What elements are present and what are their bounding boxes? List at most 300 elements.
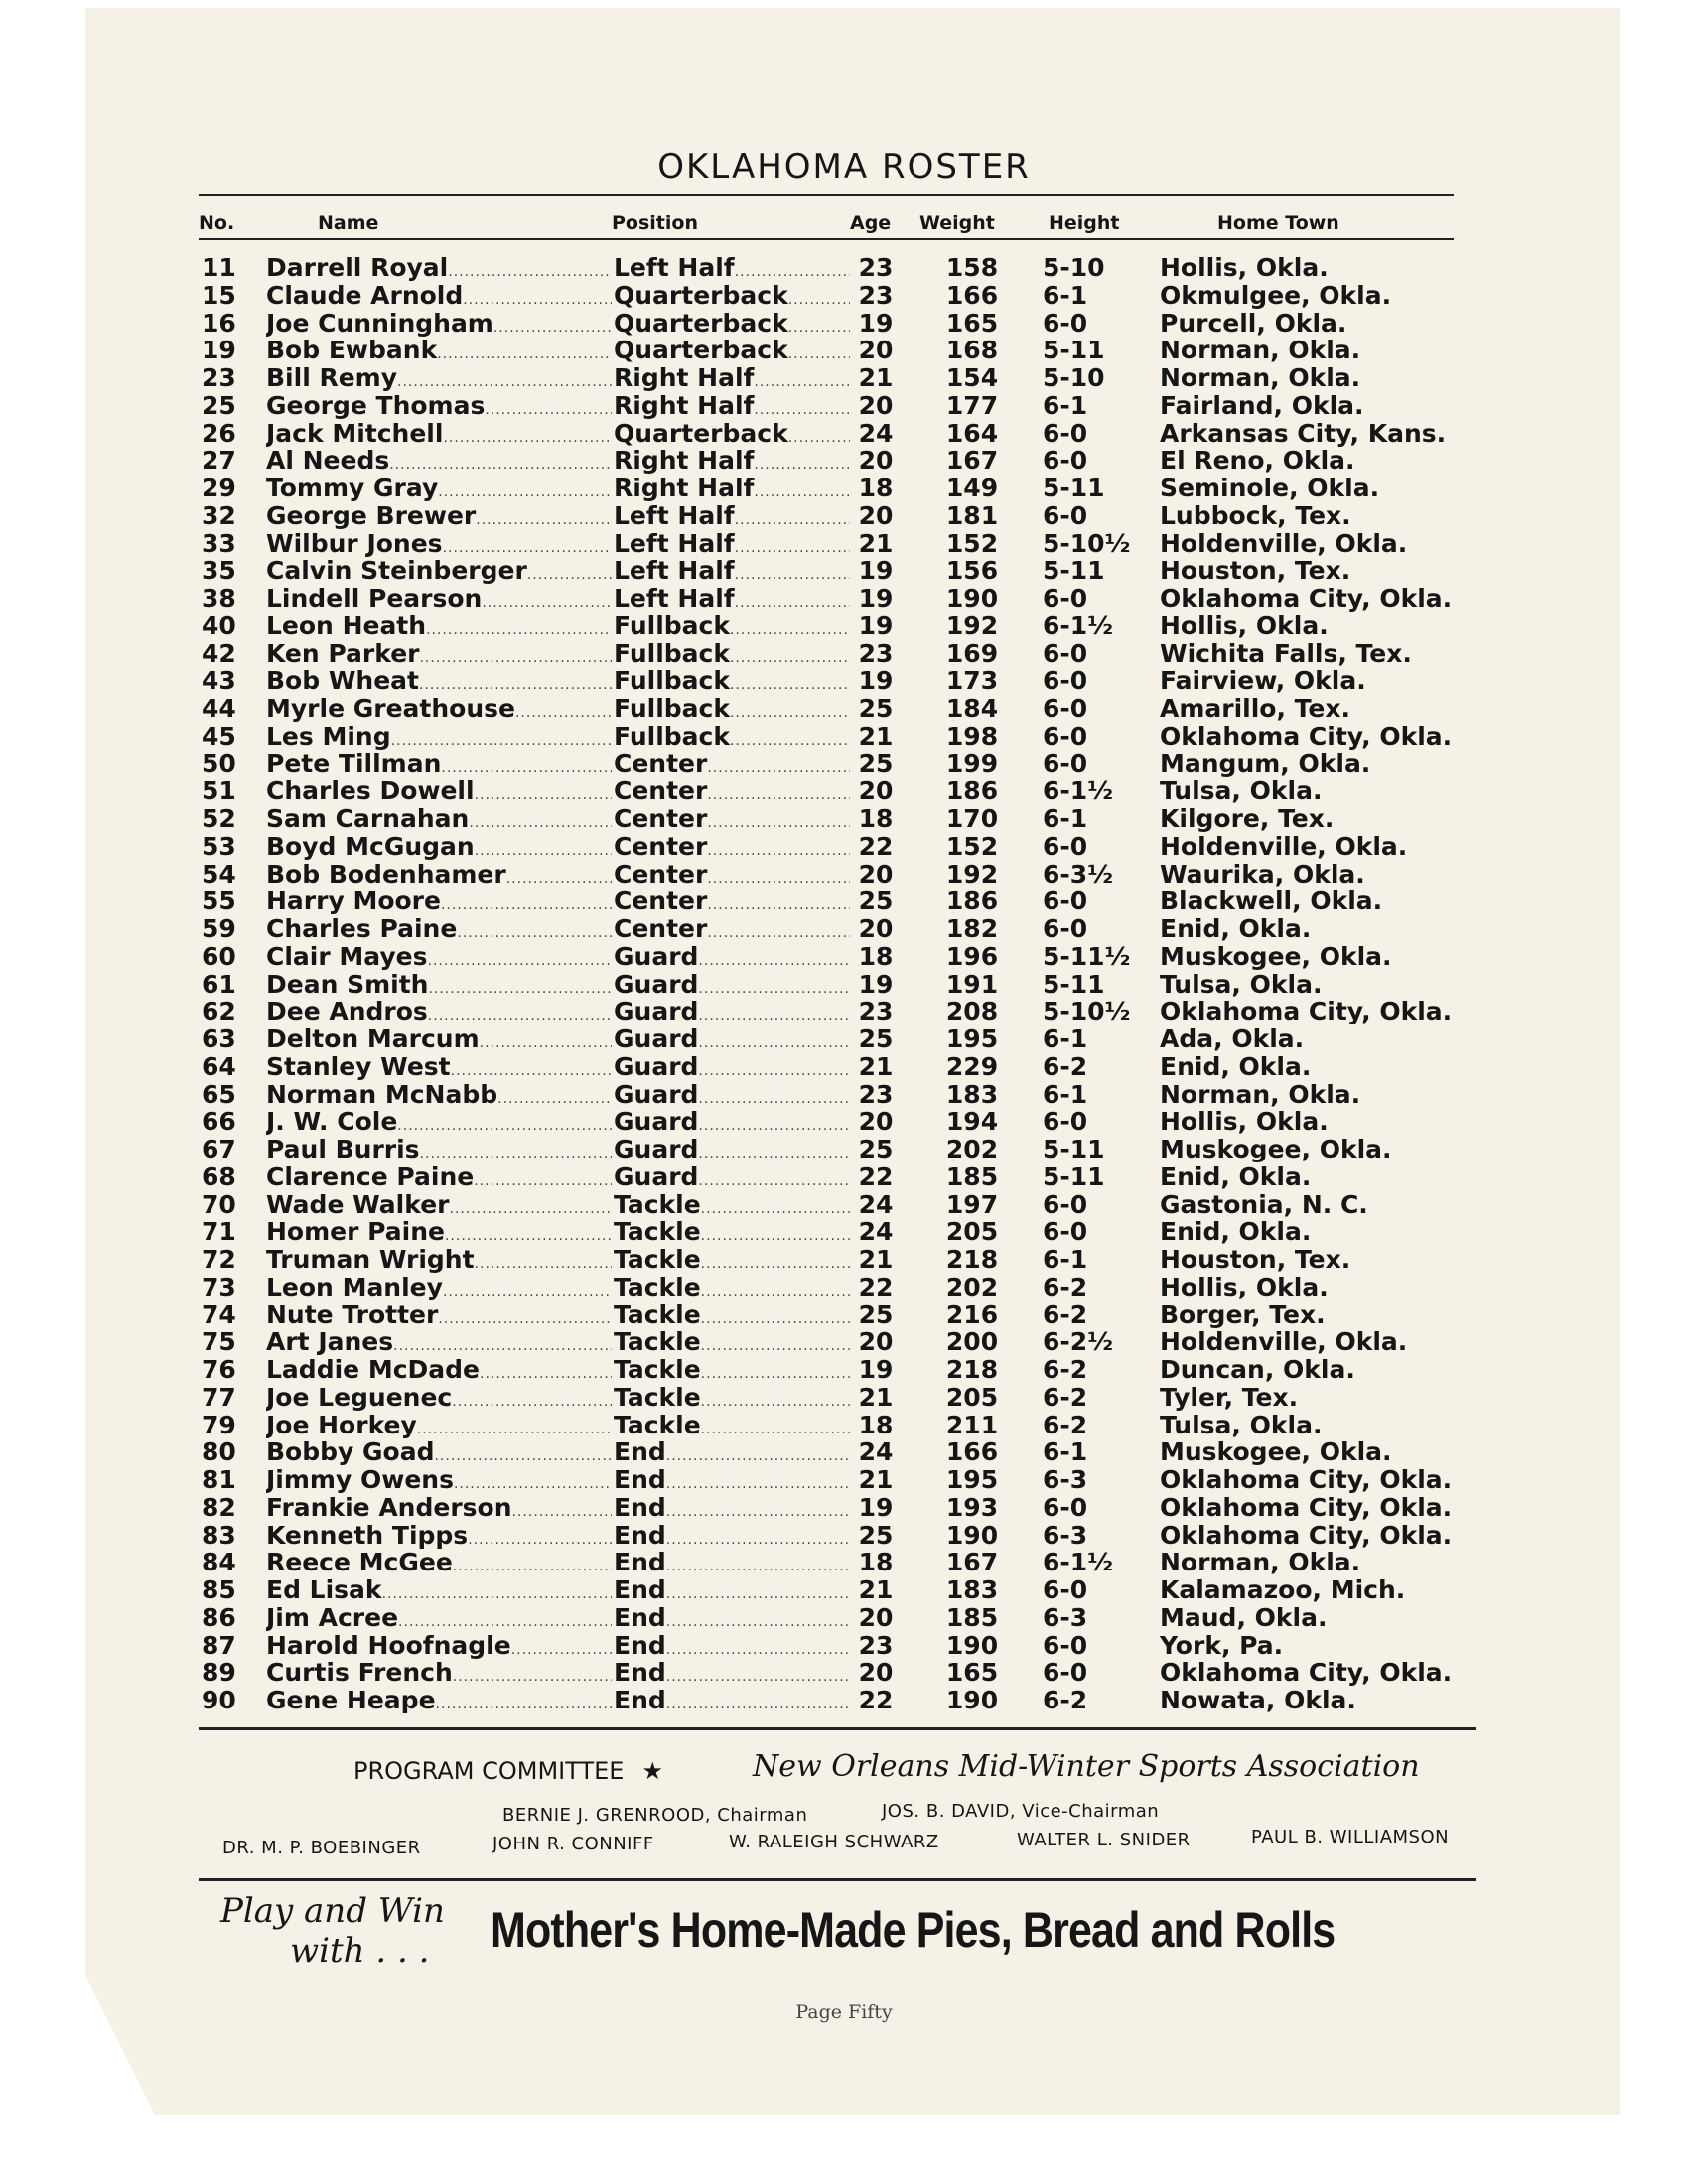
cell-wt: 149 — [945, 474, 999, 502]
header-name: Name — [318, 212, 379, 234]
cell-age: 24 — [858, 1217, 894, 1247]
cell-ht: 5-11 — [1043, 1161, 1105, 1191]
cell-ht: 6-2 — [1043, 1355, 1088, 1384]
cell-town: Oklahoma City, Okla. — [1160, 1465, 1453, 1494]
cell-age: 25 — [858, 887, 894, 916]
table-row — [0, 585, 1688, 613]
committee-member: DR. M. P. BOEBINGER — [222, 1838, 421, 1858]
cell-town: Oklahoma City, Okla. — [1160, 997, 1453, 1026]
cell-town: Hollis, Okla. — [1160, 253, 1329, 282]
cell-no: 61 — [202, 969, 236, 999]
cell-ht: 6-2 — [1043, 1272, 1088, 1301]
cell-ht: 5-10 — [1043, 253, 1105, 282]
cell-ht: 6-1½ — [1043, 611, 1114, 640]
committee-member: PAUL B. WILLIAMSON — [1251, 1827, 1450, 1847]
cell-ht: 6-2 — [1043, 1299, 1088, 1329]
cell-ht: 6-0 — [1043, 831, 1088, 861]
cell-name: Pete Tillman ..... — [266, 751, 612, 783]
committee-label: PROGRAM COMMITTEE — [353, 1757, 625, 1785]
cell-ht: 6-2½ — [1043, 1327, 1114, 1357]
cell-no: 68 — [202, 1161, 236, 1191]
cell-age: 19 — [858, 666, 894, 696]
table-row — [0, 777, 1688, 805]
cell-name: Wilbur Jones ..... — [266, 530, 612, 563]
cell-no: 40 — [202, 611, 236, 640]
cell-wt: 186 — [945, 887, 999, 916]
cell-wt: 169 — [945, 638, 999, 668]
cell-pos: Center ..... — [614, 861, 850, 893]
table-row — [0, 310, 1688, 338]
cell-no: 63 — [202, 1024, 236, 1053]
cell-town: Oklahoma City, Okla. — [1160, 1492, 1453, 1522]
cell-town: Oklahoma City, Okla. — [1160, 1658, 1453, 1688]
cell-wt: 166 — [945, 1437, 999, 1467]
cell-age: 19 — [858, 1355, 894, 1384]
cell-name: Bob Bodenhamer ..... — [266, 861, 612, 893]
cell-ht: 5-11½ — [1043, 941, 1131, 971]
cell-town: Holdenville, Okla. — [1160, 1327, 1408, 1357]
cell-wt: 197 — [945, 1189, 999, 1219]
ad-tagline-line1: Play and Win — [220, 1891, 445, 1931]
cell-no: 23 — [202, 363, 236, 392]
cell-pos: Guard ..... — [614, 943, 850, 976]
cell-pos: Tackle ..... — [614, 1412, 850, 1444]
cell-ht: 6-1 — [1043, 1079, 1088, 1109]
cell-no: 59 — [202, 914, 236, 943]
cell-age: 23 — [858, 638, 894, 668]
cell-pos: Guard ..... — [614, 1108, 850, 1141]
cell-age: 22 — [858, 831, 894, 861]
cell-no: 42 — [202, 638, 236, 668]
cell-name: Jim Acree ..... — [266, 1604, 612, 1637]
cell-wt: 164 — [945, 418, 999, 448]
cell-town: Nowata, Okla. — [1160, 1686, 1356, 1714]
cell-wt: 193 — [945, 1492, 999, 1522]
cell-wt: 205 — [945, 1382, 999, 1412]
cell-pos: Guard ..... — [614, 1163, 850, 1196]
cell-age: 21 — [858, 1245, 894, 1274]
cell-no: 11 — [202, 253, 236, 282]
cell-wt: 191 — [945, 969, 999, 999]
cell-age: 18 — [858, 941, 894, 971]
cell-name: Truman Wright ..... — [266, 1246, 612, 1279]
cell-wt: 165 — [945, 1658, 999, 1688]
cell-name: Dean Smith ..... — [266, 971, 612, 1004]
cell-wt: 181 — [945, 500, 999, 530]
cell-town: Waurika, Okla. — [1160, 859, 1365, 888]
cell-pos: End ..... — [614, 1466, 850, 1499]
cell-wt: 199 — [945, 749, 999, 778]
header-weight: Weight — [919, 212, 995, 234]
cell-pos: End ..... — [614, 1632, 850, 1665]
table-row — [0, 971, 1688, 999]
cell-ht: 6-1 — [1043, 804, 1088, 833]
table-row — [0, 447, 1688, 475]
cell-name: Wade Walker ..... — [266, 1191, 612, 1224]
cell-ht: 6-0 — [1043, 914, 1088, 943]
table-row — [0, 805, 1688, 833]
cell-age: 18 — [858, 474, 894, 502]
cell-name: Laddie McDade ..... — [266, 1356, 612, 1389]
cell-name: Jimmy Owens ..... — [266, 1466, 612, 1499]
cell-age: 21 — [858, 721, 894, 751]
cell-name: Paul Burris ..... — [266, 1136, 612, 1168]
cell-town: Norman, Okla. — [1160, 363, 1361, 392]
cell-name: Bill Remy ..... — [266, 364, 612, 397]
cell-age: 25 — [858, 1135, 894, 1163]
cell-no: 19 — [202, 336, 236, 365]
cell-name: Myrle Greathouse ..... — [266, 695, 612, 728]
table-row — [0, 695, 1688, 723]
cell-pos: Guard ..... — [614, 1053, 850, 1086]
cell-pos: Tackle ..... — [614, 1328, 850, 1361]
cell-no: 25 — [202, 390, 236, 420]
cell-ht: 6-2 — [1043, 1410, 1088, 1439]
cell-town: Norman, Okla. — [1160, 1079, 1361, 1109]
cell-pos: Quarterback ..... — [614, 310, 850, 342]
cell-town: Borger, Tex. — [1160, 1299, 1326, 1329]
cell-age: 19 — [858, 556, 894, 586]
cell-wt: 190 — [945, 584, 999, 613]
table-row — [0, 530, 1688, 558]
cell-pos: Fullback ..... — [614, 667, 850, 700]
cell-ht: 6-1½ — [1043, 776, 1114, 806]
cell-pos: Tackle ..... — [614, 1274, 850, 1306]
cell-ht: 6-0 — [1043, 1217, 1088, 1247]
cell-pos: Right Half ..... — [614, 364, 850, 397]
cell-age: 25 — [858, 1024, 894, 1053]
cell-name: Harold Hoofnagle ..... — [266, 1632, 612, 1665]
cell-ht: 5-10½ — [1043, 528, 1131, 558]
cell-age: 20 — [858, 446, 894, 476]
cell-name: Art Janes ..... — [266, 1328, 612, 1361]
cell-wt: 184 — [945, 694, 999, 723]
cell-age: 20 — [858, 859, 894, 888]
table-row — [0, 364, 1688, 392]
cell-wt: 198 — [945, 721, 999, 751]
cell-ht: 6-2 — [1043, 1686, 1088, 1714]
cell-no: 74 — [202, 1299, 236, 1329]
cell-name: Kenneth Tipps ..... — [266, 1522, 612, 1555]
cell-ht: 6-0 — [1043, 1630, 1088, 1660]
cell-name: Joe Cunningham ..... — [266, 310, 612, 342]
cell-pos: Left Half ..... — [614, 530, 850, 563]
cell-no: 29 — [202, 474, 236, 502]
cell-age: 19 — [858, 584, 894, 613]
cell-wt: 190 — [945, 1520, 999, 1550]
cell-no: 27 — [202, 446, 236, 476]
torn-corner — [85, 1976, 155, 2115]
cell-name: Clarence Paine ..... — [266, 1163, 612, 1196]
cell-town: Holdenville, Okla. — [1160, 528, 1408, 558]
table-row — [0, 1412, 1688, 1439]
cell-name: Curtis French ..... — [266, 1659, 612, 1692]
committee-chairman: BERNIE J. GRENROOD, Chairman — [502, 1805, 808, 1826]
cell-pos: End ..... — [614, 1576, 850, 1609]
cell-town: Hollis, Okla. — [1160, 611, 1329, 640]
cell-no: 82 — [202, 1492, 236, 1522]
cell-name: Harry Moore ..... — [266, 887, 612, 920]
cell-no: 67 — [202, 1135, 236, 1163]
cell-pos: Center ..... — [614, 805, 850, 838]
cell-name: Ken Parker ..... — [266, 640, 612, 673]
cell-pos: Right Half ..... — [614, 447, 850, 479]
cell-town: Norman, Okla. — [1160, 336, 1361, 365]
cell-ht: 6-0 — [1043, 694, 1088, 723]
cell-wt: 154 — [945, 363, 999, 392]
cell-pos: Fullback ..... — [614, 640, 850, 673]
committee-member: WALTER L. SNIDER — [1017, 1830, 1191, 1850]
cell-town: Fairview, Okla. — [1160, 666, 1366, 696]
cell-no: 73 — [202, 1272, 236, 1301]
cell-pos: Center ..... — [614, 833, 850, 866]
cell-pos: Tackle ..... — [614, 1246, 850, 1279]
cell-town: Muskogee, Okla. — [1160, 1135, 1392, 1163]
cell-pos: End ..... — [614, 1549, 850, 1581]
cell-age: 23 — [858, 1079, 894, 1109]
cell-name: Bob Wheat ..... — [266, 667, 612, 700]
cell-name: Jack Mitchell ..... — [266, 420, 612, 453]
cell-wt: 200 — [945, 1327, 999, 1357]
cell-no: 64 — [202, 1051, 236, 1081]
page-number: Page Fifty — [795, 2001, 893, 2023]
cell-pos: End ..... — [614, 1522, 850, 1555]
cell-ht: 6-0 — [1043, 1658, 1088, 1688]
cell-no: 44 — [202, 694, 236, 723]
table-row — [0, 943, 1688, 971]
cell-wt: 168 — [945, 336, 999, 365]
cell-town: Tulsa, Okla. — [1160, 776, 1323, 806]
cell-age: 20 — [858, 1602, 894, 1632]
cell-ht: 6-0 — [1043, 418, 1088, 448]
cell-pos: Quarterback ..... — [614, 420, 850, 453]
cell-name: Delton Marcum ..... — [266, 1025, 612, 1058]
cell-pos: End ..... — [614, 1438, 850, 1471]
cell-town: Lubbock, Tex. — [1160, 500, 1351, 530]
cell-wt: 185 — [945, 1602, 999, 1632]
cell-wt: 166 — [945, 280, 999, 310]
cell-name: Claude Arnold ..... — [266, 282, 612, 315]
table-row — [0, 1301, 1688, 1329]
cell-town: Hollis, Okla. — [1160, 1107, 1329, 1137]
cell-no: 52 — [202, 804, 236, 833]
cell-ht: 6-1 — [1043, 280, 1088, 310]
table-row — [0, 751, 1688, 778]
cell-ht: 5-11 — [1043, 969, 1105, 999]
cell-town: Enid, Okla. — [1160, 1051, 1312, 1081]
cell-wt: 229 — [945, 1051, 999, 1081]
cell-age: 25 — [858, 1299, 894, 1329]
cell-wt: 185 — [945, 1161, 999, 1191]
cell-age: 24 — [858, 418, 894, 448]
cell-wt: 177 — [945, 390, 999, 420]
cell-town: Tyler, Tex. — [1160, 1382, 1299, 1412]
cell-town: Oklahoma City, Okla. — [1160, 721, 1453, 751]
cell-no: 66 — [202, 1107, 236, 1137]
cell-town: Blackwell, Okla. — [1160, 887, 1383, 916]
cell-ht: 6-1 — [1043, 1245, 1088, 1274]
cell-pos: Center ..... — [614, 751, 850, 783]
cell-wt: 152 — [945, 528, 999, 558]
cell-age: 19 — [858, 1492, 894, 1522]
cell-wt: 186 — [945, 776, 999, 806]
cell-name: J. W. Cole ..... — [266, 1108, 612, 1141]
cell-age: 20 — [858, 336, 894, 365]
cell-name: Dee Andros ..... — [266, 998, 612, 1030]
cell-name: Nute Trotter ..... — [266, 1301, 612, 1334]
cell-name: Charles Dowell ..... — [266, 777, 612, 810]
cell-age: 24 — [858, 1437, 894, 1467]
cell-age: 19 — [858, 308, 894, 338]
cell-pos: End ..... — [614, 1659, 850, 1692]
table-row — [0, 1494, 1688, 1522]
footer-rule — [199, 1727, 1476, 1730]
table-row — [0, 1632, 1688, 1660]
cell-pos: Left Half ..... — [614, 502, 850, 535]
cell-age: 23 — [858, 253, 894, 282]
cell-name: Leon Heath ..... — [266, 613, 612, 645]
cell-age: 21 — [858, 1382, 894, 1412]
cell-wt: 195 — [945, 1465, 999, 1494]
cell-ht: 6-0 — [1043, 1575, 1088, 1604]
table-row — [0, 1108, 1688, 1136]
cell-name: Clair Mayes ..... — [266, 943, 612, 976]
cell-pos: End ..... — [614, 1604, 850, 1637]
cell-pos: Guard ..... — [614, 971, 850, 1004]
cell-ht: 6-0 — [1043, 584, 1088, 613]
cell-name: Lindell Pearson ..... — [266, 585, 612, 617]
cell-no: 75 — [202, 1327, 236, 1357]
cell-pos: Left Half ..... — [614, 585, 850, 617]
cell-name: George Brewer ..... — [266, 502, 612, 535]
table-row — [0, 1081, 1688, 1109]
cell-pos: Tackle ..... — [614, 1218, 850, 1251]
cell-age: 23 — [858, 1630, 894, 1660]
table-row — [0, 667, 1688, 695]
cell-ht: 6-2 — [1043, 1382, 1088, 1412]
cell-no: 89 — [202, 1658, 236, 1688]
cell-ht: 6-0 — [1043, 887, 1088, 916]
cell-age: 20 — [858, 1327, 894, 1357]
cell-wt: 167 — [945, 446, 999, 476]
cell-age: 20 — [858, 390, 894, 420]
cell-wt: 173 — [945, 666, 999, 696]
cell-ht: 6-1 — [1043, 1024, 1088, 1053]
cell-age: 20 — [858, 500, 894, 530]
ad-tagline — [220, 1891, 445, 1971]
cell-ht: 6-0 — [1043, 749, 1088, 778]
table-row — [0, 1246, 1688, 1274]
cell-age: 18 — [858, 1410, 894, 1439]
cell-town: Houston, Tex. — [1160, 556, 1351, 586]
cell-no: 71 — [202, 1217, 236, 1247]
cell-pos: Fullback ..... — [614, 695, 850, 728]
cell-pos: Guard ..... — [614, 1081, 850, 1114]
header-position: Position — [612, 212, 698, 234]
cell-name: Al Needs ..... — [266, 447, 612, 479]
cell-pos: Center ..... — [614, 887, 850, 920]
cell-town: Purcell, Okla. — [1160, 308, 1347, 338]
cell-ht: 6-0 — [1043, 308, 1088, 338]
cell-no: 85 — [202, 1575, 236, 1604]
cell-no: 72 — [202, 1245, 236, 1274]
cell-name: Ed Lisak ..... — [266, 1576, 612, 1609]
table-row — [0, 1549, 1688, 1576]
table-row — [0, 887, 1688, 915]
cell-pos: Tackle ..... — [614, 1191, 850, 1224]
cell-name: Bob Ewbank ..... — [266, 337, 612, 369]
header-home-town: Home Town — [1217, 212, 1339, 234]
table-row — [0, 1136, 1688, 1163]
table-row — [0, 1218, 1688, 1246]
cell-town: Hollis, Okla. — [1160, 1272, 1329, 1301]
table-row — [0, 1687, 1688, 1714]
cell-ht: 6-0 — [1043, 446, 1088, 476]
table-row — [0, 861, 1688, 888]
cell-pos: Right Half ..... — [614, 392, 850, 425]
cell-no: 80 — [202, 1437, 236, 1467]
cell-no: 26 — [202, 418, 236, 448]
cell-wt: 156 — [945, 556, 999, 586]
cell-pos: Guard ..... — [614, 1025, 850, 1058]
cell-name: Reece McGee ..... — [266, 1549, 612, 1581]
cell-town: Tulsa, Okla. — [1160, 1410, 1323, 1439]
cell-ht: 6-0 — [1043, 666, 1088, 696]
cell-wt: 205 — [945, 1217, 999, 1247]
table-row — [0, 502, 1688, 530]
cell-town: York, Pa. — [1160, 1630, 1284, 1660]
cell-age: 22 — [858, 1272, 894, 1301]
cell-age: 20 — [858, 914, 894, 943]
table-row — [0, 1576, 1688, 1604]
cell-age: 21 — [858, 363, 894, 392]
cell-town: Enid, Okla. — [1160, 1161, 1312, 1191]
cell-town: Wichita Falls, Tex. — [1160, 638, 1412, 668]
cell-town: Kilgore, Tex. — [1160, 804, 1335, 833]
cell-ht: 6-0 — [1043, 500, 1088, 530]
cell-town: Okmulgee, Okla. — [1160, 280, 1392, 310]
cell-no: 55 — [202, 887, 236, 916]
cell-town: Enid, Okla. — [1160, 914, 1312, 943]
cell-age: 23 — [858, 280, 894, 310]
cell-no: 38 — [202, 584, 236, 613]
cell-no: 43 — [202, 666, 236, 696]
cell-age: 25 — [858, 694, 894, 723]
cell-name: George Thomas ..... — [266, 392, 612, 425]
table-row — [0, 1356, 1688, 1384]
cell-no: 86 — [202, 1602, 236, 1632]
cell-ht: 6-1 — [1043, 390, 1088, 420]
table-row — [0, 282, 1688, 310]
cell-town: Oklahoma City, Okla. — [1160, 584, 1453, 613]
table-row — [0, 915, 1688, 943]
cell-no: 50 — [202, 749, 236, 778]
cell-name: Les Ming ..... — [266, 723, 612, 755]
cell-no: 70 — [202, 1189, 236, 1219]
cell-age: 22 — [858, 1161, 894, 1191]
cell-no: 51 — [202, 776, 236, 806]
cell-age: 20 — [858, 1658, 894, 1688]
cell-age: 21 — [858, 1575, 894, 1604]
cell-town: Holdenville, Okla. — [1160, 831, 1408, 861]
cell-name: Bobby Goad ..... — [266, 1438, 612, 1471]
cell-ht: 5-11 — [1043, 474, 1105, 502]
cell-age: 18 — [858, 1548, 894, 1577]
cell-wt: 218 — [945, 1355, 999, 1384]
star-icon: ★ — [641, 1757, 663, 1785]
cell-name: Charles Paine ..... — [266, 915, 612, 948]
cell-no: 81 — [202, 1465, 236, 1494]
